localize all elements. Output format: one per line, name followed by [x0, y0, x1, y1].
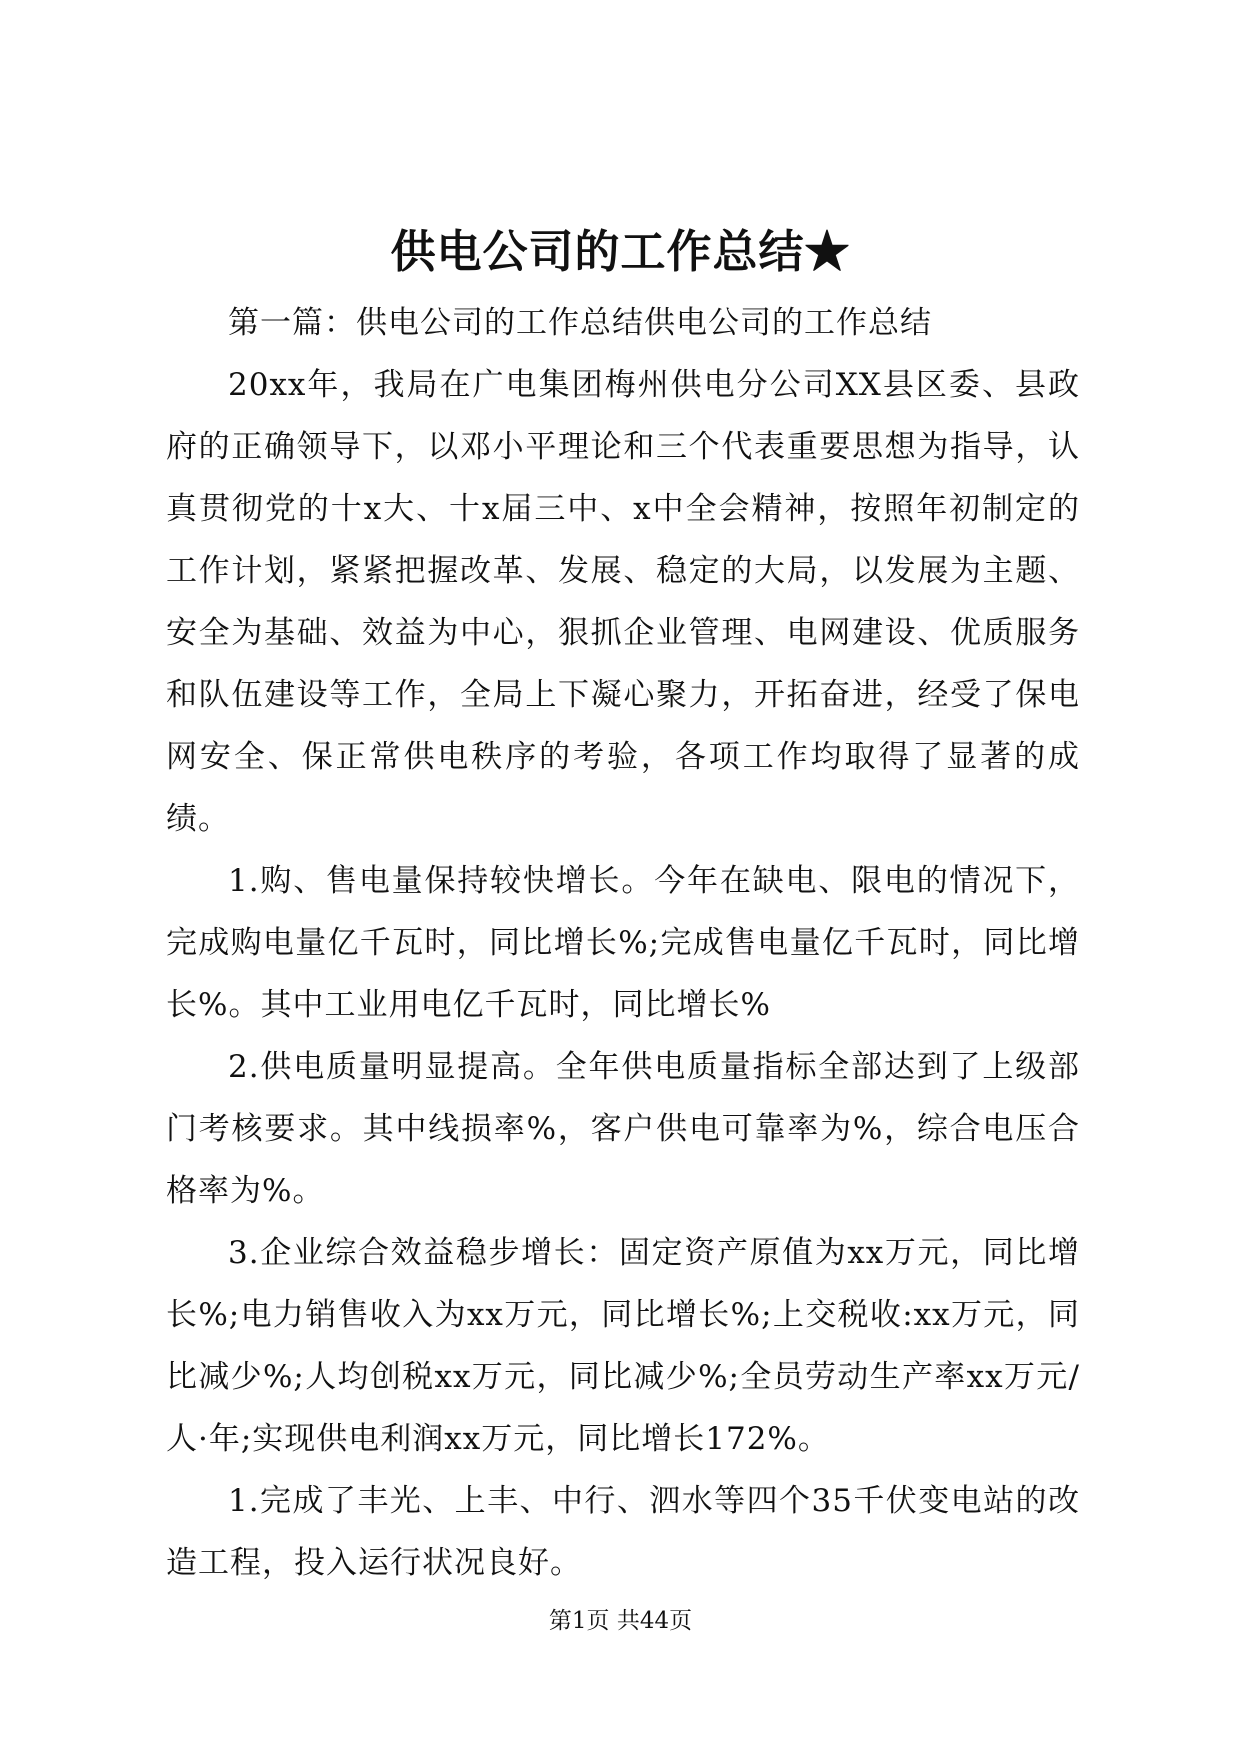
- paragraph: 20xx年，我局在广电集团梅州供电分公司XX县区委、县政府的正确领导下，以邓小平理论和三个代表重要思想为指导，认真贯彻党的十x大、十x届三中、x中全会精神，按照年初制定的工作计划，紧紧把握改革、发展、稳定的大局，以发展为主题、安全为基础、效益为中心，狠抓企业管理、电网建设、优质服务和队伍建设等工作，全局上下凝心聚力，开拓奋进，经受了保电网安全、保正常供电秩序的考验，各项工作均取得了显著的成绩。: [166, 367, 1080, 837]
- paragraph: 1.完成了丰光、上丰、中行、泗水等四个35千伏变电站的改造工程，投入运行状况良好。: [166, 1483, 1080, 1581]
- paragraph: 1.购、售电量保持较快增长。今年在缺电、限电的情况下，完成购电量亿千瓦时，同比增长%;完成售电量亿千瓦时，同比增长%。其中工业用电亿千瓦时，同比增长%: [166, 863, 1080, 1023]
- document-body: [166, 292, 1080, 1594]
- document-title: 供电公司的工作总结★: [390, 225, 851, 278]
- paragraph: 2.供电质量明显提高。全年供电质量指标全部达到了上级部门考核要求。其中线损率%，客户供电可靠率为%，综合电压合格率为%。: [166, 1049, 1080, 1209]
- paragraph: 3.企业综合效益稳步增长：固定资产原值为xx万元，同比增长%;电力销售收入为xx万元，同比增长%;上交税收:xx万元，同比减少%;人均创税xx万元，同比减少%;全员劳动生产率xx万元/人·年;实现供电利润xx万元，同比增长172%。: [166, 1235, 1080, 1457]
- paragraph: 第一篇：供电公司的工作总结供电公司的工作总结: [228, 305, 932, 341]
- page-footer: 第1页 共44页: [548, 1608, 693, 1634]
